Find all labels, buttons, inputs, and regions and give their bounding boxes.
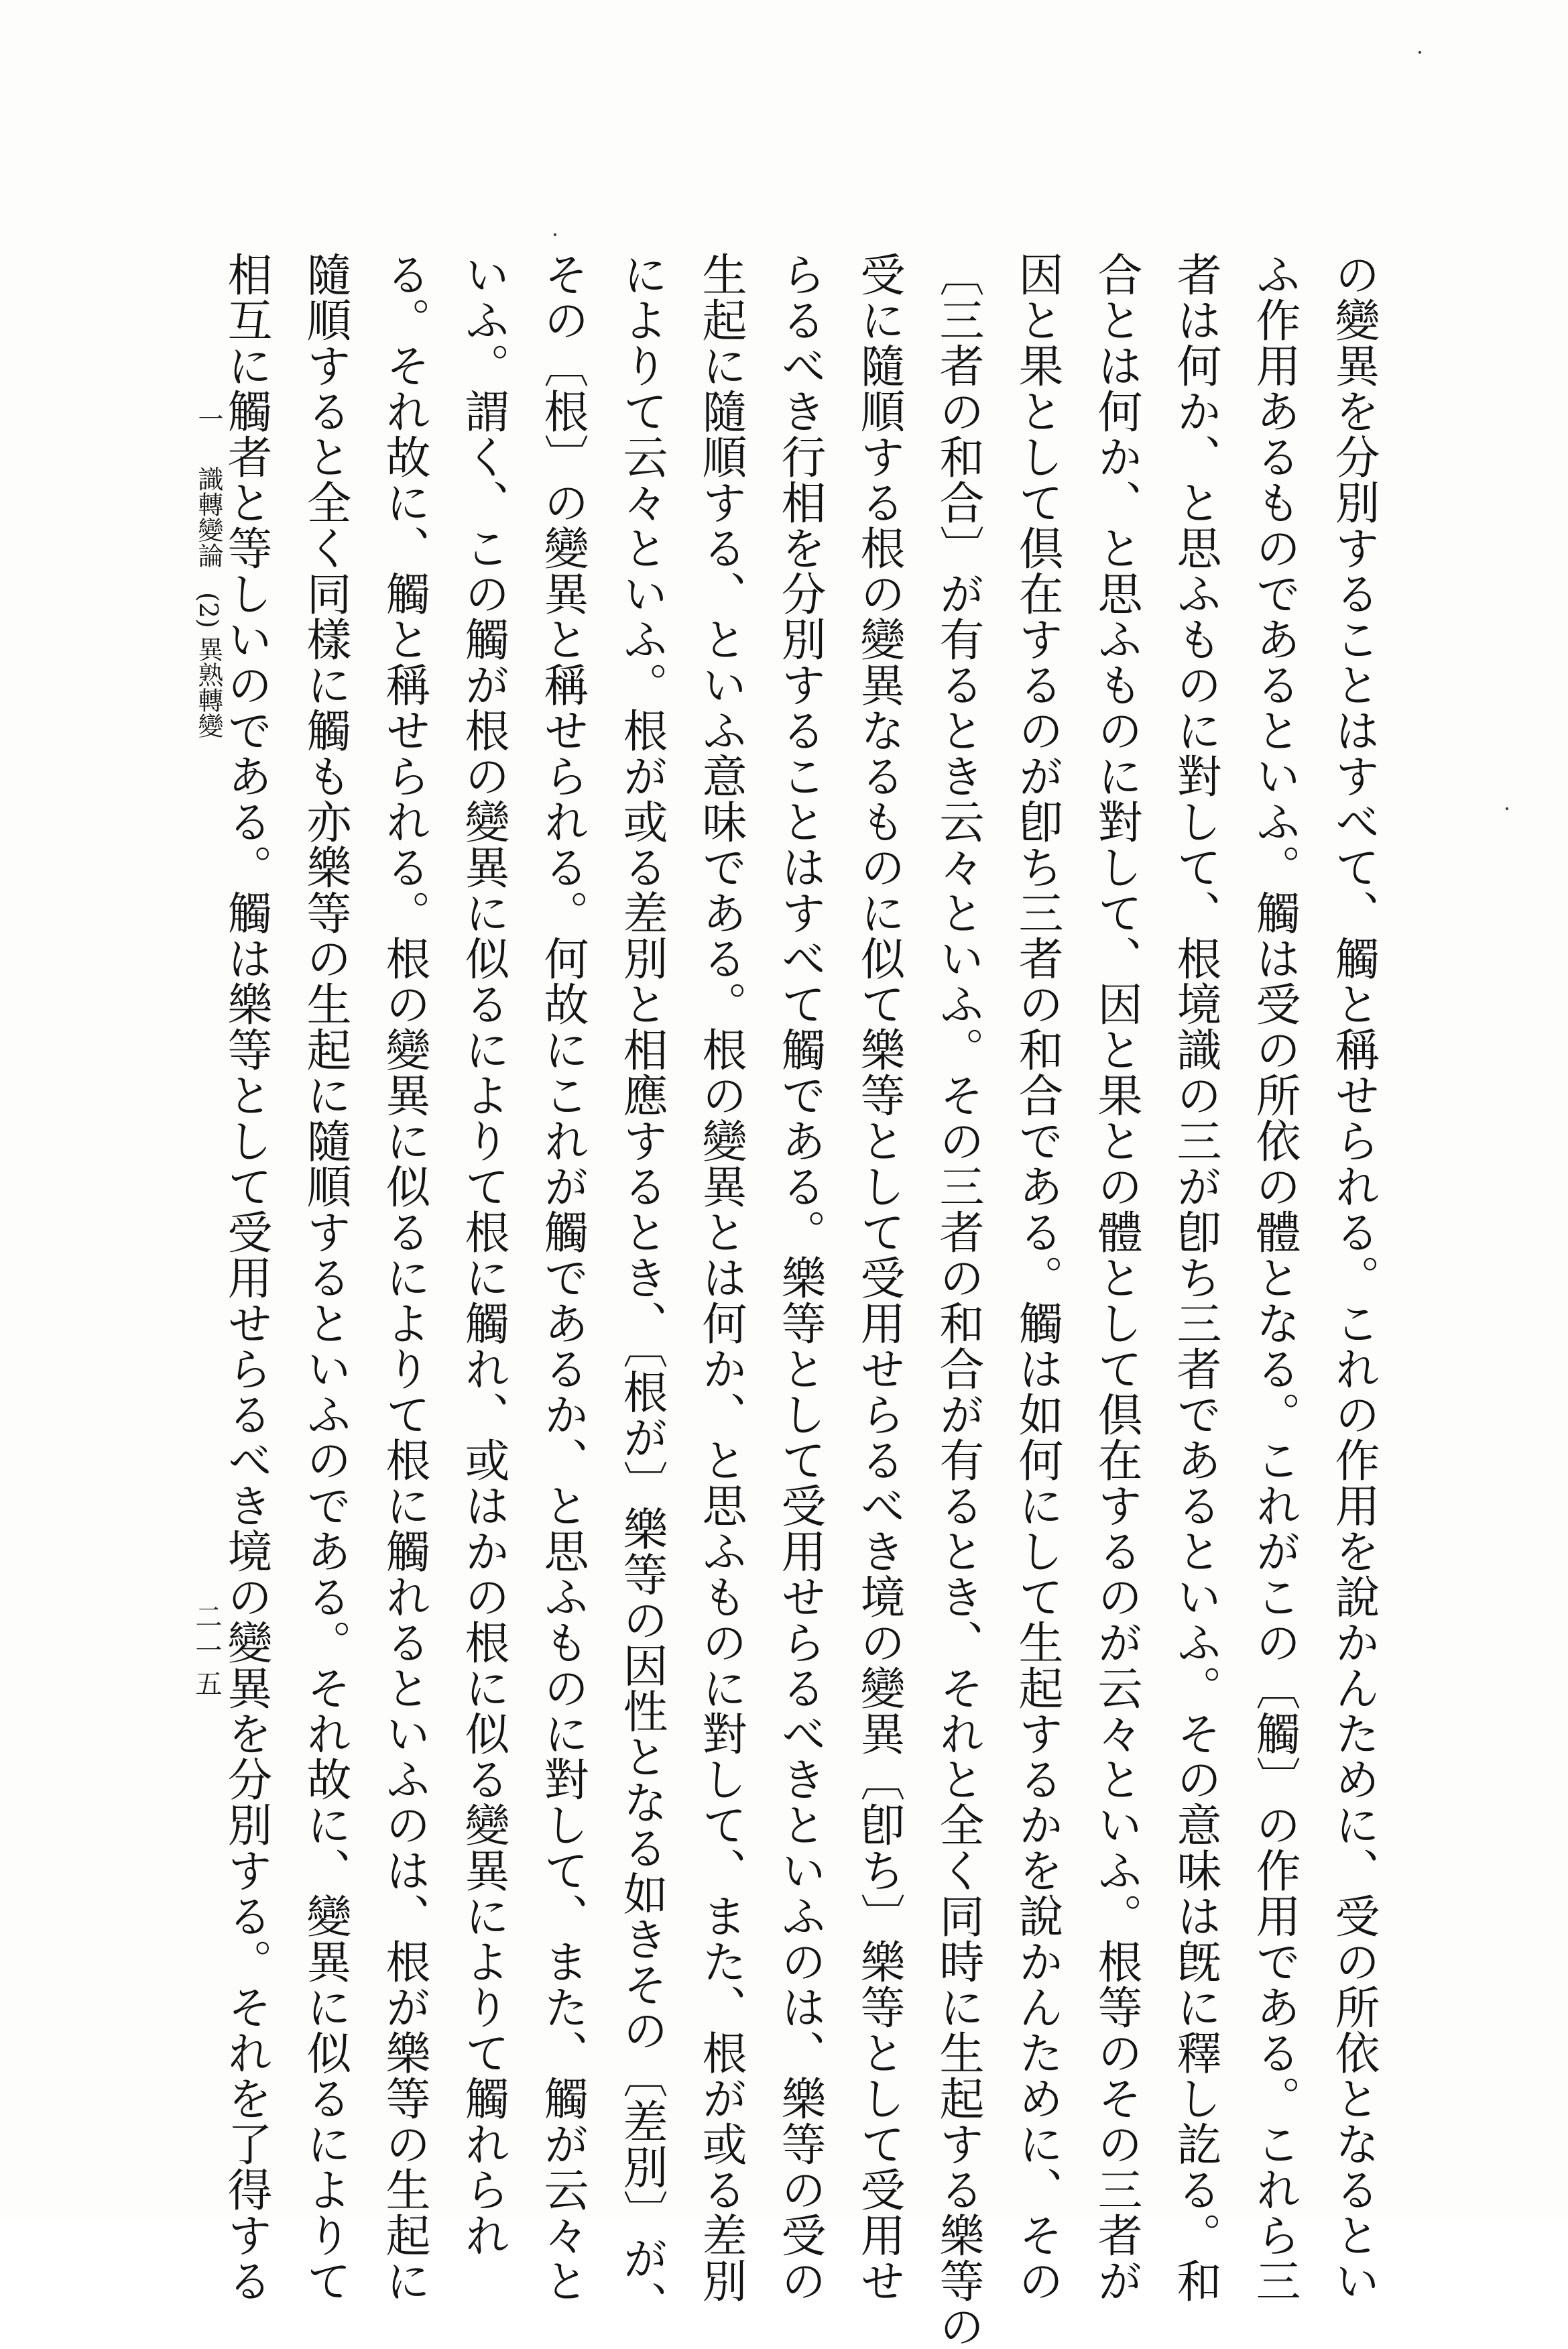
scan-speck <box>554 233 556 236</box>
text-line: の變異を分別することはすべて、觸と稱せられる。これの作用を說かんために、受の所依となるとい <box>1328 251 1380 2303</box>
chapter-number: 一 <box>194 406 223 431</box>
text-line: その〔根〕の變異と稱せられる。何故にこれが觸であるか、と思ふものに對して、また、觸が云々と <box>537 251 589 2303</box>
chapter-title: 識轉變論 <box>194 466 223 569</box>
page-number: 二一五 <box>191 1603 222 1703</box>
text-line: 受に隨順する根の變異なるものに似て樂等として受用せらるべき境の變異〔卽ち〕樂等として受用せ <box>853 251 906 2303</box>
text-line: 〔三者の和合〕が有るとき云々といふ。その三者の和合が有るとき、それと全く同時に生起する樂等の <box>932 251 985 2349</box>
text-line: らるべき行相を分別することはすべて觸である。樂等として受用せらるべきといふのは、樂等の受の <box>774 251 827 2303</box>
text-line: によりて云々といふ。根が或る差別と相應するとき、〔根が〕樂等の因性となる如きその〔差別〕が、 <box>616 251 668 2327</box>
text-line: 生起に隨順する、といふ意味である。根の變異とは何か、と思ふものに對して、また、根が或る差別 <box>695 251 747 2303</box>
text-line: 因と果として倶在するのが卽ち三者の和合である。觸は如何にして生起するかを說かんために、その <box>1012 251 1064 2303</box>
text-line: る。それ故に、觸と稱せられる。根の變異に似るによりて根に觸れるといふのは、根が樂等の生起に <box>379 251 431 2303</box>
text-line: 合とは何か、と思ふものに對して、因と果との體として倶在するのが云々といふ。根等のその三者が <box>1091 251 1143 2303</box>
body-text <box>207 251 1394 2349</box>
text-line: 相互に觸者と等しいのである。觸は樂等として受用せらるべき境の變異を分別する。それを了得する <box>221 251 273 2303</box>
scan-speck <box>1506 807 1508 810</box>
text-line: ふ作用あるものであるといふ。觸は受の所依の體となる。これがこの〔觸〕の作用である。これら三 <box>1249 251 1301 2303</box>
scan-speck <box>1419 51 1421 54</box>
section-title: (2) 異熟轉變 <box>194 592 223 739</box>
text-line: 者は何か、と思ふものに對して、根境識の三が卽ち三者であるといふ。その意味は旣に釋し訖る。和 <box>1170 251 1222 2303</box>
running-head <box>190 406 227 738</box>
text-line: 隨順すると全く同樣に觸も亦樂等の生起に隨順するといふのである。それ故に、變異に似るによりて <box>300 251 352 2303</box>
text-line: いふ。謂く、この觸が根の變異に似るによりて根に觸れ、或はかの根に似る變異によりて觸れられ <box>458 251 510 2258</box>
